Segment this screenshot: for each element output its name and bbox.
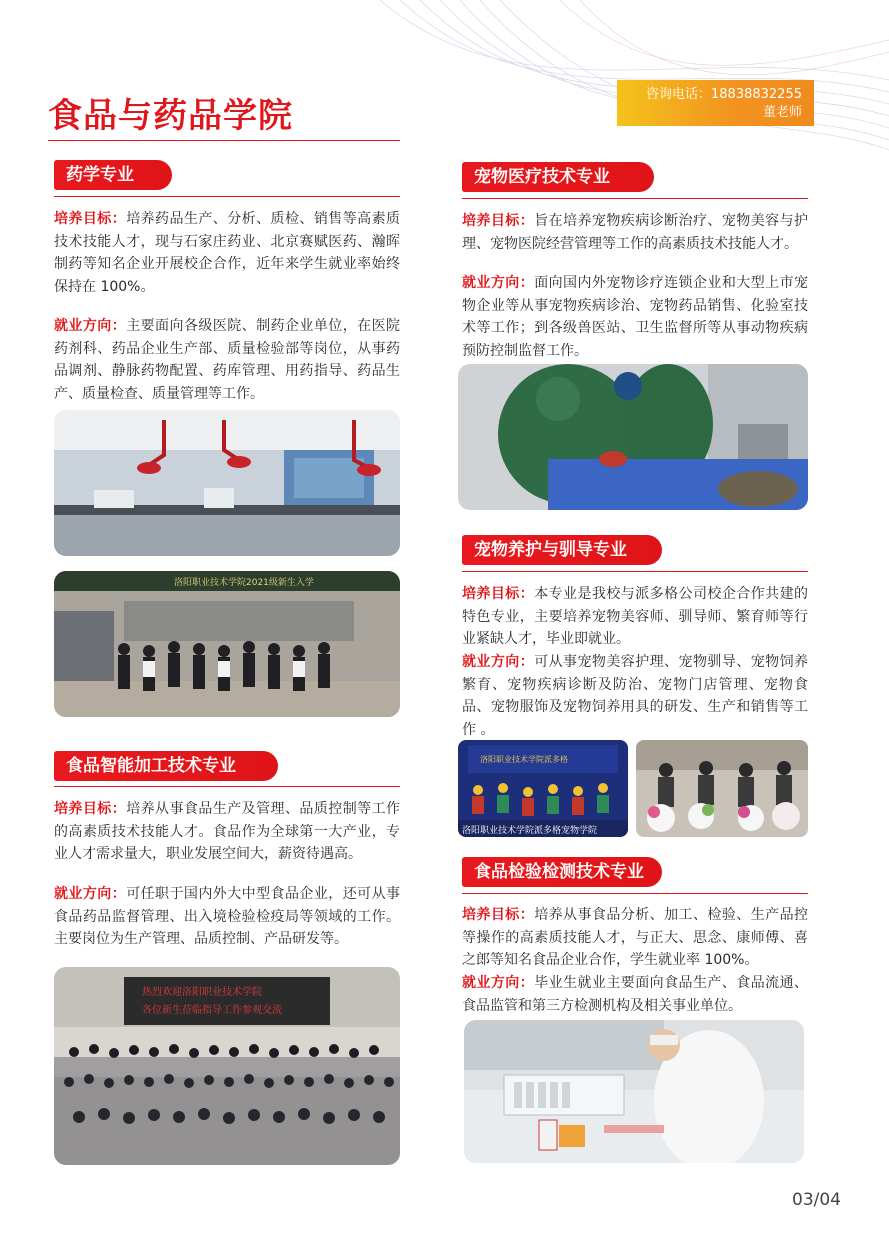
pet-grooming-photo bbox=[636, 740, 808, 837]
career-label: 就业方向： bbox=[462, 654, 535, 670]
section-title-food-testing: 食品检验检测技术专业 bbox=[462, 857, 662, 887]
pharmacy-group-photo bbox=[54, 571, 400, 717]
pet-event-banner: 洛阳职业技术学院派多格宠物学院 bbox=[462, 826, 598, 836]
section-divider bbox=[462, 198, 808, 199]
food-testing-goal bbox=[462, 904, 808, 972]
pet-medical-goal-text: 旨在培养宠物疾病诊断治疗、宠物美容与护理、宠物医院经营管理等工作的高素质技术技能人才。 bbox=[462, 213, 809, 252]
pet-care-career bbox=[462, 651, 808, 741]
pet-event-banner-top: 洛阳职业技术学院派多格 bbox=[480, 755, 568, 764]
contact-phone: 咨询电话：18838832255 bbox=[646, 87, 802, 102]
page-title: 食品与药品学院 bbox=[48, 96, 293, 136]
pet-event-photo bbox=[458, 740, 628, 837]
pet-care-career-text: 可从事宠物美容护理、宠物驯导、宠物饲养繁育、宠物疾病诊断及防治、宠物门店管理、宠物食品、宠物服饰及宠物饲养用具的研发、生产和销售等工作 。 bbox=[462, 654, 809, 738]
goal-label: 培养目标： bbox=[462, 586, 535, 602]
section-divider bbox=[462, 571, 808, 572]
career-label: 就业方向： bbox=[462, 975, 535, 991]
pet-care-goal-text: 本专业是我校与派多格公司校企合作共建的特色专业，主要培养宠物美容师、驯导师、繁育师等行业紧缺人才，毕业即就业。 bbox=[462, 586, 809, 647]
goal-label: 培养目标： bbox=[462, 213, 535, 229]
section-title-pharmacy: 药学专业 bbox=[54, 160, 172, 190]
page-number: 03/04 bbox=[792, 1190, 841, 1210]
career-label: 就业方向： bbox=[54, 318, 127, 334]
food-testing-career bbox=[462, 972, 808, 1017]
section-title-food-processing: 食品智能加工技术专业 bbox=[54, 751, 278, 781]
food-processing-group-photo bbox=[54, 967, 400, 1165]
pet-medical-career bbox=[462, 272, 808, 362]
goal-label: 培养目标： bbox=[462, 907, 535, 923]
career-label: 就业方向： bbox=[462, 275, 535, 291]
pet-medical-career-text: 面向国内外宠物诊疗连锁企业和大型上市宠物企业等从事宠物疾病诊治、宠物药品销售、化验室技术等工作；到各级兽医站、卫生监督所等从事动物疾病预防控制监督工作。 bbox=[462, 275, 809, 359]
pet-surgery-photo bbox=[458, 364, 808, 510]
title-divider bbox=[48, 140, 400, 141]
pet-care-goal bbox=[462, 583, 808, 651]
pharmacy-career bbox=[54, 315, 400, 405]
food-banner-line2: 各位新生莅临指导工作参观交流 bbox=[142, 1005, 282, 1016]
section-divider bbox=[54, 786, 400, 787]
section-title-pet-care: 宠物养护与驯导专业 bbox=[462, 535, 662, 565]
pharmacy-goal bbox=[54, 208, 400, 298]
pharmacy-goal-text: 培养药品生产、分析、质检、销售等高素质技术技能人才，现与石家庄药业、北京赛赋医药、瀚晖制药等知名企业开展校企合作，近年来学生就业率始终保持在 100%。 bbox=[54, 211, 401, 295]
food-processing-goal bbox=[54, 798, 400, 866]
contact-box bbox=[617, 80, 814, 126]
section-title-pet-medical: 宠物医疗技术专业 bbox=[462, 162, 654, 192]
section-divider bbox=[54, 196, 400, 197]
contact-person: 董老师 bbox=[762, 105, 802, 120]
food-processing-goal-text: 培养从事食品生产及管理、品质控制等工作的高素质技术技能人才。食品作为全球第一大产业，专业人才需求量大，职业发展空间大，薪资待遇高。 bbox=[54, 801, 401, 862]
pet-medical-goal bbox=[462, 210, 808, 255]
food-testing-lab-photo bbox=[464, 1020, 804, 1163]
pharmacy-group-banner: 洛阳职业技术学院2021级新生入学 bbox=[174, 578, 314, 588]
section-divider bbox=[462, 893, 808, 894]
food-banner-line1: 热烈欢迎洛阳职业技术学院 bbox=[142, 987, 262, 998]
food-testing-career-text: 毕业生就业主要面向食品生产、食品流通、食品监管和第三方检测机构及相关事业单位。 bbox=[462, 975, 809, 1014]
career-label: 就业方向： bbox=[54, 886, 127, 902]
food-processing-career-text: 可任职于国内外大中型食品企业，还可从事食品药品监督管理、出入境检验检疫局等领域的工作。主要岗位为生产管理、品质控制、产品研发等。 bbox=[54, 886, 401, 947]
goal-label: 培养目标： bbox=[54, 801, 127, 817]
goal-label: 培养目标： bbox=[54, 211, 127, 227]
food-processing-career bbox=[54, 883, 400, 951]
pharmacy-career-text: 主要面向各级医院、制药企业单位，在医院药剂科、药品企业生产部、质量检验部等岗位，从事药品调剂、静脉药物配置、药库管理、用药指导、药品生产、质量检查、质量管理等工作。 bbox=[54, 318, 401, 402]
food-testing-goal-text: 培养从事食品分析、加工、检验、生产品控等操作的高素质技能人才，与正大、思念、康师傅、喜之郎等知名食品企业合作，学生就业率 100%。 bbox=[462, 907, 809, 968]
pharmacy-lab-photo bbox=[54, 410, 400, 556]
